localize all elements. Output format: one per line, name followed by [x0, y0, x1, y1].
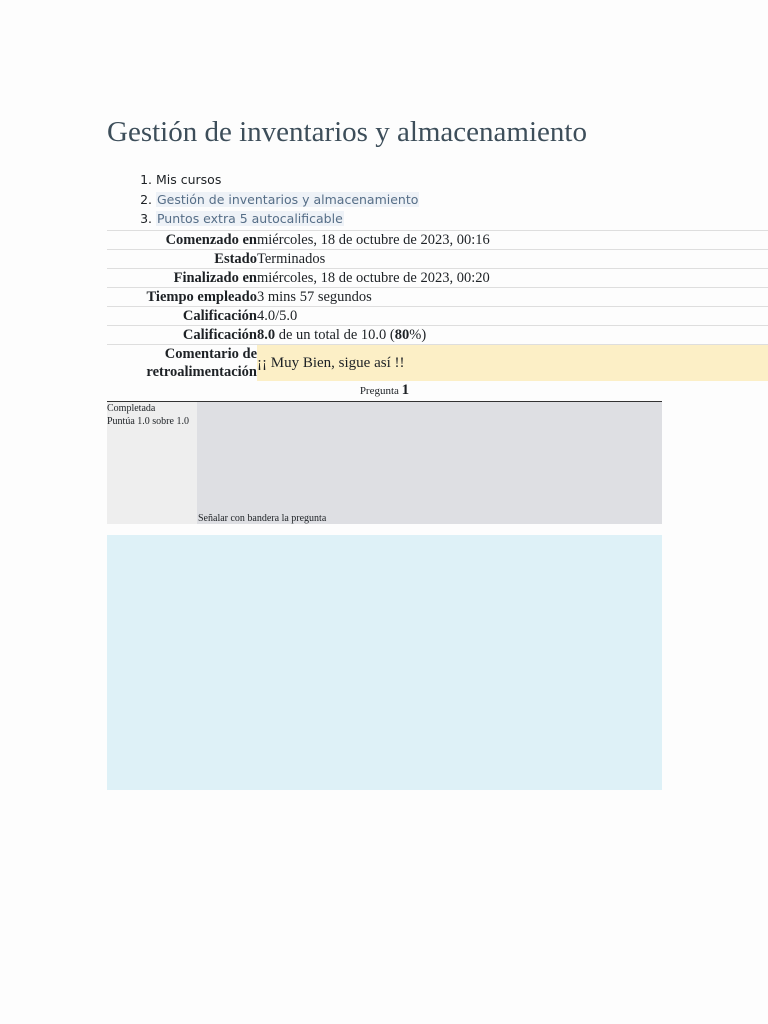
question-content-panel: [107, 535, 662, 790]
breadcrumb-label[interactable]: Mis cursos: [155, 172, 222, 187]
state-label: Estado: [107, 250, 257, 269]
feedback-value: ¡¡ Muy Bien, sigue así !!: [257, 345, 768, 382]
marks-value: 4.0/5.0: [257, 307, 768, 326]
feedback-label-line1: Comentario de: [164, 346, 257, 362]
grade-label: Calificación: [107, 326, 257, 345]
finished-label: Finalizado en: [107, 269, 257, 288]
breadcrumb-item-course[interactable]: [107, 190, 419, 210]
summary-row-finished: [107, 269, 768, 288]
state-value: Terminados: [257, 250, 768, 269]
summary-row-marks: [107, 307, 768, 326]
question-heading: [107, 382, 662, 399]
grade-score: 8.0: [257, 327, 276, 343]
breadcrumb-item-quiz[interactable]: [107, 209, 419, 229]
breadcrumb-link-quiz[interactable]: Puntos extra 5 autocalificable: [156, 211, 343, 226]
feedback-label-line2: retroalimentación: [146, 364, 257, 380]
feedback-label: [107, 345, 257, 382]
summary-row-time: [107, 288, 768, 307]
question-heading-word: Pregunta: [359, 385, 399, 397]
time-taken-label: Tiempo empleado: [107, 288, 257, 307]
grade-value: [257, 326, 768, 345]
finished-value: miércoles, 18 de octubre de 2023, 00:20: [257, 269, 768, 288]
question-state: Completada: [107, 403, 156, 414]
breadcrumb-link-course[interactable]: Gestión de inventarios y almacenamiento: [156, 191, 419, 207]
grade-close: %): [409, 327, 427, 343]
started-value: miércoles, 18 de octubre de 2023, 00:16: [257, 231, 768, 250]
breadcrumb-number: 3.: [140, 211, 152, 226]
question-info-panel: [107, 402, 197, 524]
breadcrumb-number: 2.: [140, 191, 152, 207]
grade-percent: 80: [394, 327, 410, 343]
page-title: Gestión de inventarios y almacenamiento: [107, 116, 587, 148]
marks-label: Calificación: [107, 307, 257, 326]
question-number: 1: [401, 382, 410, 398]
quiz-summary-table: [107, 230, 768, 381]
breadcrumb: [107, 170, 419, 229]
flag-question-link[interactable]: Señalar con bandera la pregunta: [198, 513, 327, 524]
started-label: Comenzado en: [107, 231, 257, 250]
summary-row-grade: [107, 326, 768, 345]
grade-total: de un total de 10.0 (: [275, 327, 395, 343]
breadcrumb-item-mis-cursos[interactable]: [107, 170, 419, 190]
question-flag-area: [197, 402, 662, 524]
breadcrumb-number: 1.: [140, 172, 152, 187]
question-grade: Puntúa 1.0 sobre 1.0: [107, 416, 189, 427]
summary-row-feedback: [107, 345, 768, 382]
time-taken-value: 3 mins 57 segundos: [257, 288, 768, 307]
summary-row-state: [107, 250, 768, 269]
summary-row-started: [107, 231, 768, 250]
